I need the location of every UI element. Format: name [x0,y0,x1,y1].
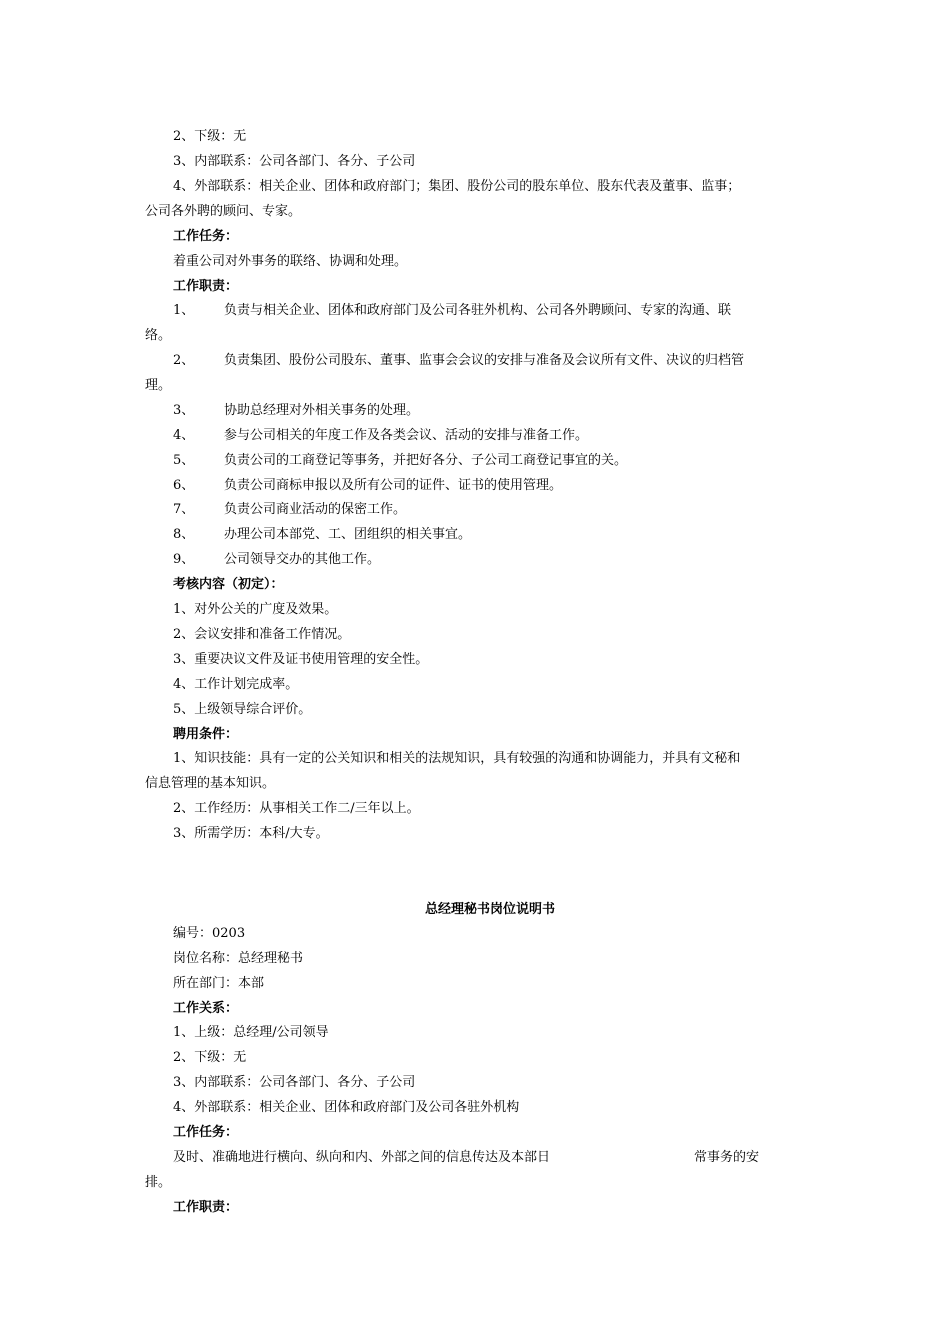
relation-line: 3、内部联系：公司各部门、各分、子公司 [173,154,416,169]
assess-item: 1、对外公关的广度及效果。 [173,602,338,617]
task-text-continued: 排。 [145,1175,172,1190]
task-text: 着重公司对外事务的联络、协调和处理。 [173,254,408,269]
task-text-part: 常事务的安 [694,1150,760,1165]
assess-item: 5、上级领导综合评价。 [173,702,312,717]
duty-text-continued: 理。 [145,378,172,393]
duty-item [173,302,731,320]
duty-item [173,526,471,544]
duty-text: 负责公司商业活动的保密工作。 [224,502,407,517]
duty-heading: 工作职责： [173,1200,239,1215]
duty-text: 协助总经理对外相关事务的处理。 [224,403,420,418]
duty-number: 5、 [173,453,195,468]
duty-item [173,501,406,519]
duty-text: 参与公司相关的年度工作及各类会议、活动的安排与准备工作。 [224,428,589,443]
duty-item [173,452,627,470]
info-line: 岗位名称：总经理秘书 [173,951,304,966]
assess-heading: 考核内容（初定）： [173,577,284,592]
duty-item [173,427,588,445]
duty-number: 7、 [173,502,195,517]
task-heading: 工作任务： [173,1125,239,1140]
relation-line: 2、下级：无 [173,1050,247,1065]
duty-item [173,402,419,420]
assess-item: 3、重要决议文件及证书使用管理的安全性。 [173,652,429,667]
duty-number: 6、 [173,478,195,493]
duty-text: 负责公司的工商登记等事务，并把好各分、子公司工商登记事宜的关。 [224,453,628,468]
duty-text: 负责集团、股份公司股东、董事、监事会会议的安排与准备及会议所有文件、决议的归档管 [224,353,745,368]
assess-item: 4、工作计划完成率。 [173,677,299,692]
duty-text: 公司领导交办的其他工作。 [224,552,381,567]
relation-line: 4、外部联系：相关企业、团体和政府部门；集团、股份公司的股东单位、股东代表及董事、监事； [173,179,741,194]
task-text [173,1149,759,1167]
duty-number: 3、 [173,403,195,418]
duty-item [173,352,744,370]
relation-line-continued: 公司各外聘的顾问、专家。 [145,204,302,219]
duty-number: 2、 [173,353,195,368]
duty-text: 办理公司本部党、工、团组织的相关事宜。 [224,527,472,542]
duty-item [173,551,380,569]
document-title: 总经理秘书岗位说明书 [424,902,555,917]
hire-item-continued: 信息管理的基本知识。 [145,776,276,791]
duty-number: 9、 [173,552,195,567]
duty-text: 负责与相关企业、团体和政府部门及公司各驻外机构、公司各外聘顾问、专家的沟通、联 [224,303,732,318]
hire-heading: 聘用条件： [173,727,239,742]
relation-line: 1、上级：总经理/公司领导 [173,1025,329,1040]
duty-number: 4、 [173,428,195,443]
duty-text-continued: 络。 [145,328,172,343]
relation-line: 4、外部联系：相关企业、团体和政府部门及公司各驻外机构 [173,1100,520,1115]
duty-heading: 工作职责： [173,279,239,294]
task-heading: 工作任务： [173,229,239,244]
relation-line: 2、下级：无 [173,129,247,144]
duty-number: 1、 [173,303,195,318]
duty-item [173,477,562,495]
task-text-part: 及时、准确地进行横向、纵向和内、外部之间的信息传达及本部日 [173,1150,551,1165]
hire-item: 1、知识技能：具有一定的公关知识和相关的法规知识，具有较强的沟通和协调能力，并具有文秘和 [173,751,741,766]
hire-item: 2、工作经历：从事相关工作二/三年以上。 [173,801,420,816]
info-line: 所在部门：本部 [173,976,265,991]
info-line: 编号：0203 [173,926,246,941]
duty-text: 负责公司商标申报以及所有公司的证件、证书的使用管理。 [224,478,563,493]
duty-number: 8、 [173,527,195,542]
relation-heading: 工作关系： [173,1001,239,1016]
hire-item: 3、所需学历：本科/大专。 [173,826,329,841]
relation-line: 3、内部联系：公司各部门、各分、子公司 [173,1075,416,1090]
assess-item: 2、会议安排和准备工作情况。 [173,627,351,642]
